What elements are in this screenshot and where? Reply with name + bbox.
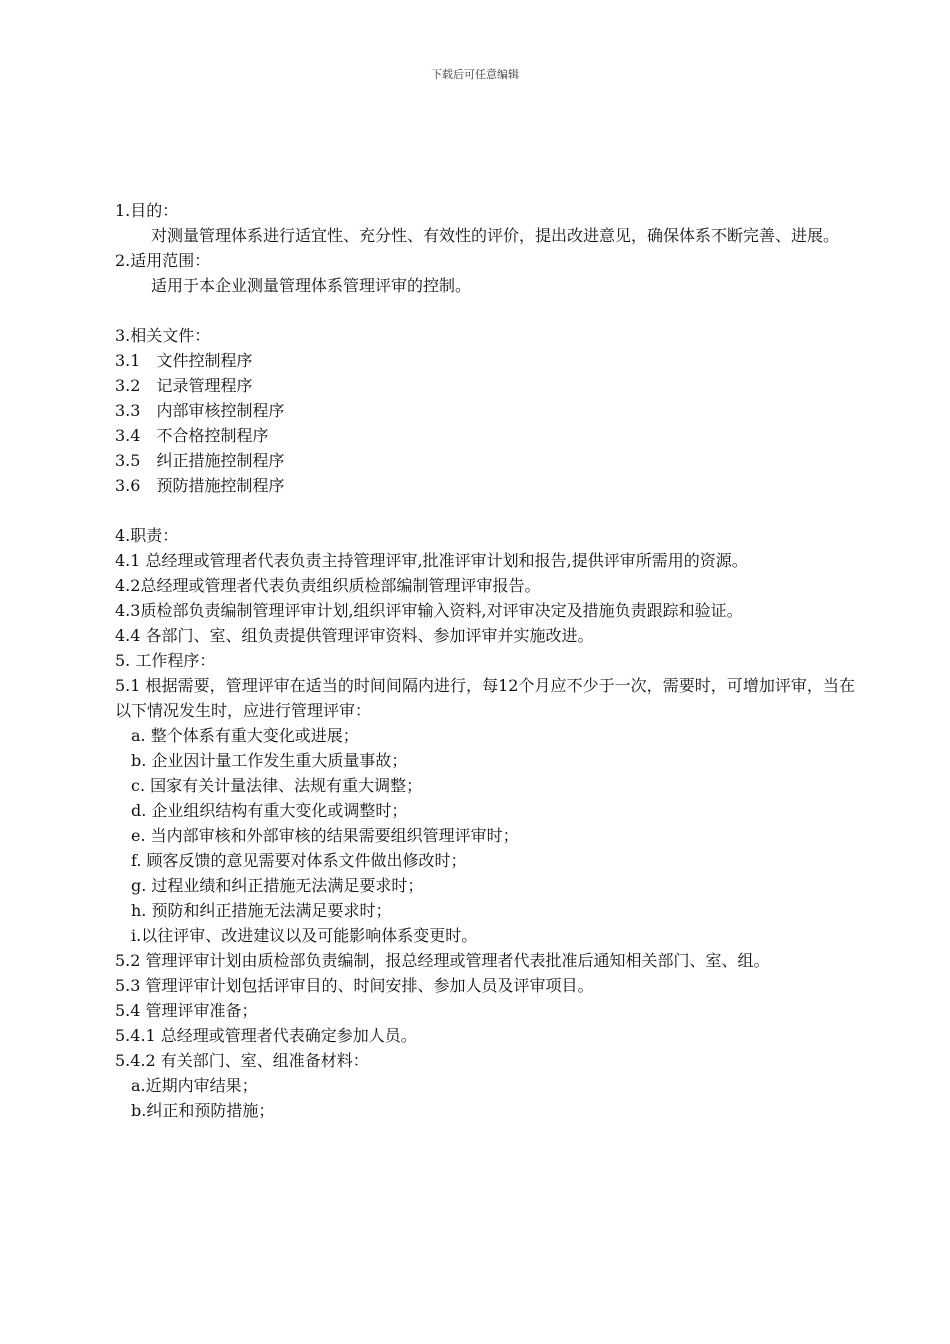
page-header: 下载后可任意编辑 — [431, 68, 519, 81]
section-1-title: 1.目的： — [115, 201, 179, 220]
spacer — [115, 498, 855, 523]
list-item: a. 整个体系有重大变化或进展； — [131, 726, 359, 745]
section-5-4-2: 5.4.2 有关部门、室、组准备材料： — [115, 1051, 369, 1070]
section-2-title: 2.适用范围： — [115, 251, 211, 270]
list-item: c. 国家有关计量法律、法规有重大调整； — [131, 776, 423, 795]
document-body — [115, 198, 855, 1123]
section-1-text: 对测量管理体系进行适宜性、充分性、有效性的评价，提出改进意见，确保体系不断完善、进展。 — [151, 226, 840, 245]
list-item: 3.5 纠正措施控制程序 — [115, 451, 285, 470]
list-item: 3.6 预防措施控制程序 — [115, 476, 285, 495]
list-item: 3.2 记录管理程序 — [115, 376, 253, 395]
section-4-4: 4.4 各部门、室、组负责提供管理评审资料、参加评审并实施改进。 — [115, 626, 594, 645]
section-5-title: 5. 工作程序： — [115, 651, 216, 670]
section-4-3: 4.3质检部负责编制管理评审计划,组织评审输入资料,对评审决定及措施负责跟踪和验证。 — [115, 601, 743, 620]
list-item: e. 当内部审核和外部审核的结果需要组织管理评审时； — [131, 826, 519, 845]
list-item: h. 预防和纠正措施无法满足要求时； — [131, 901, 392, 920]
section-5-3: 5.3 管理评审计划包括评审目的、时间安排、参加人员及评审项目。 — [115, 976, 594, 995]
section-4-1: 4.1 总经理或管理者代表负责主持管理评审,批准评审计划和报告,提供评审所需用的资源。 — [115, 551, 748, 570]
section-5-4: 5.4 管理评审准备； — [115, 1001, 258, 1020]
list-item: b.纠正和预防措施； — [131, 1101, 275, 1120]
section-5-1: 5.1 根据需要，管理评审在适当的时间间隔内进行，每12个月应不少于一次，需要时，可增加评审，当在以下情况发生时，应进行管理评审： — [115, 676, 855, 720]
section-2-text: 适用于本企业测量管理体系管理评审的控制。 — [151, 276, 472, 295]
list-item: 3.1 文件控制程序 — [115, 351, 253, 370]
list-item: f. 顾客反馈的意见需要对体系文件做出修改时； — [131, 851, 467, 870]
list-item: g. 过程业绩和纠正措施无法满足要求时； — [131, 876, 424, 895]
list-item: b. 企业因计量工作发生重大质量事故； — [131, 751, 408, 770]
list-item: 3.3 内部审核控制程序 — [115, 401, 285, 420]
section-5-2: 5.2 管理评审计划由质检部负责编制，报总经理或管理者代表批准后通知相关部门、室、组。 — [115, 951, 770, 970]
list-item: i.以往评审、改进建议以及可能影响体系变更时。 — [131, 926, 478, 945]
list-item: 3.4 不合格控制程序 — [115, 426, 269, 445]
section-5-4-1: 5.4.1 总经理或管理者代表确定参加人员。 — [115, 1026, 417, 1045]
section-4-title: 4.职责： — [115, 526, 179, 545]
section-3-title: 3.相关文件： — [115, 326, 211, 345]
list-item: a.近期内审结果； — [131, 1076, 258, 1095]
list-item: d. 企业组织结构有重大变化或调整时； — [131, 801, 408, 820]
section-4-2: 4.2总经理或管理者代表负责组织质检部编制管理评审报告。 — [115, 576, 541, 595]
spacer — [115, 298, 855, 323]
